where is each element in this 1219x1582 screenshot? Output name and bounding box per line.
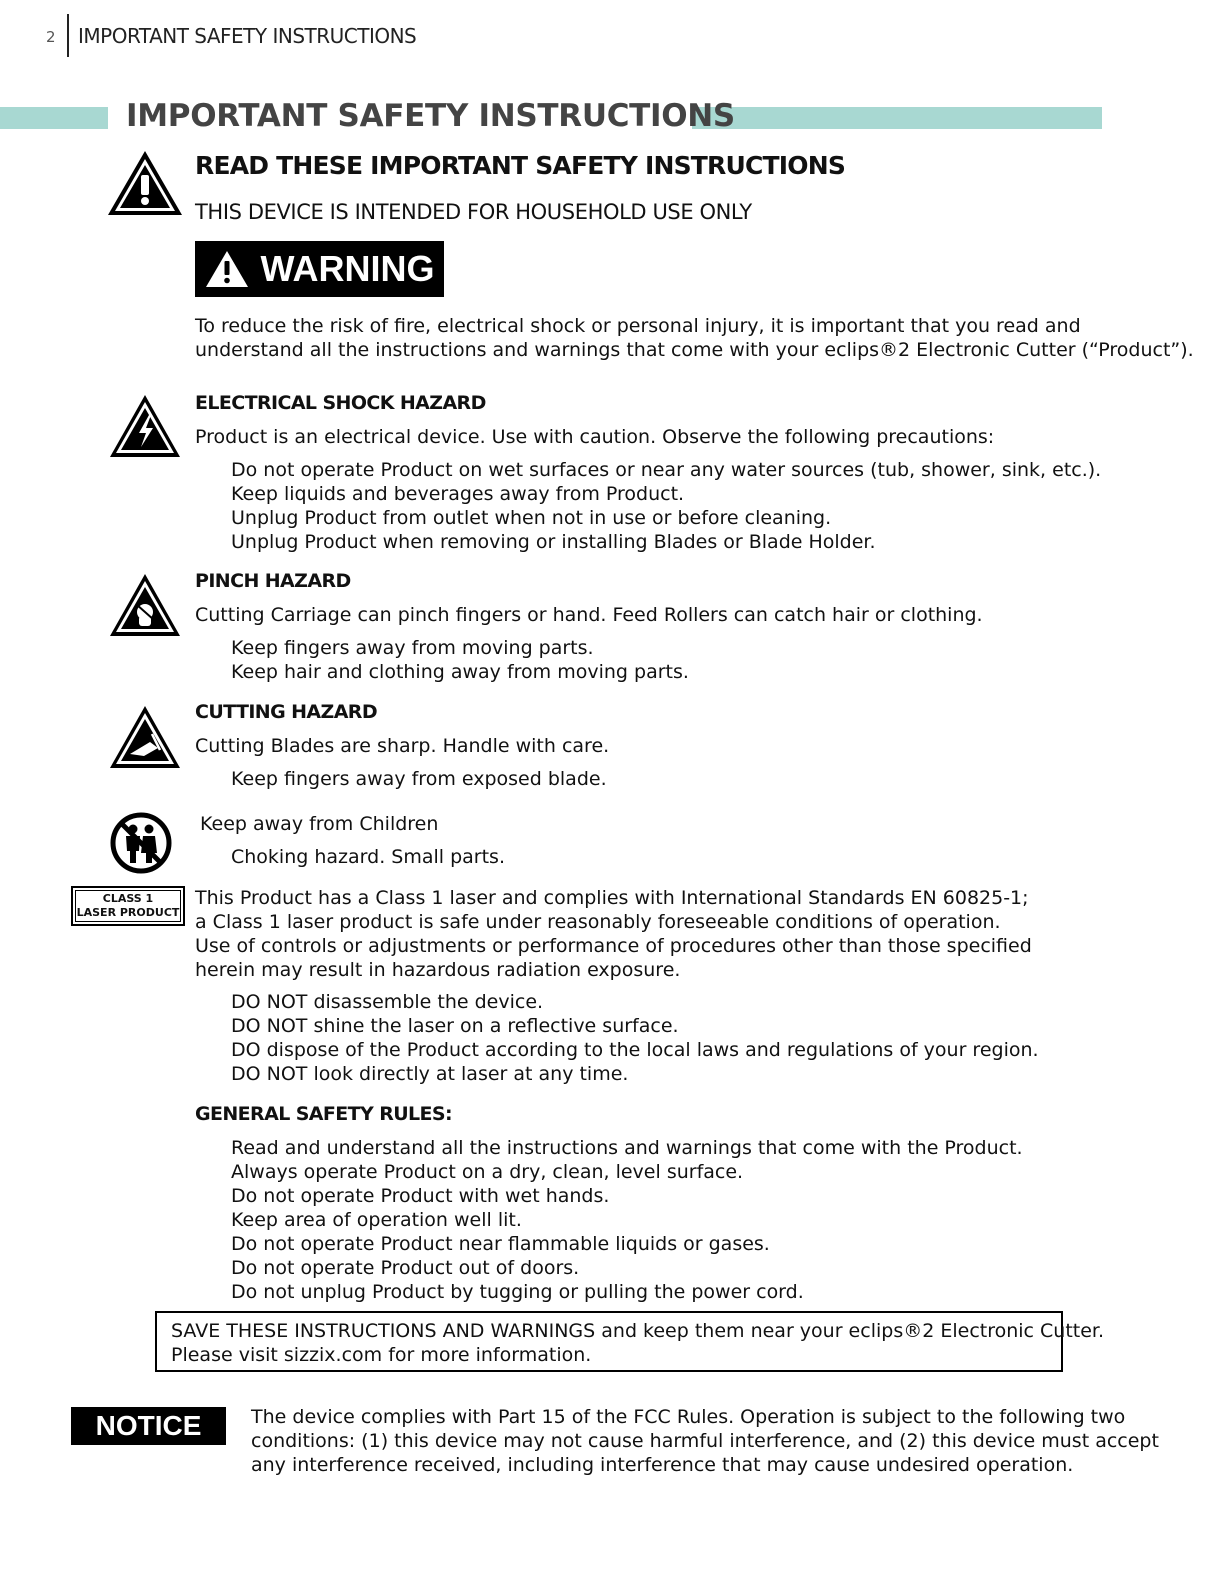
list-item: Unplug Product from outlet when not in use or before cleaning. xyxy=(231,507,832,529)
laser-list xyxy=(231,990,1039,1086)
list-item: DO NOT look directly at laser at any time. xyxy=(231,1063,629,1085)
pinch-list xyxy=(231,636,689,684)
cutting-hazard-icon xyxy=(108,704,182,770)
list-item: Keep fingers away from moving parts. xyxy=(231,637,594,659)
laser-line: herein may result in hazardous radiation exposure. xyxy=(195,959,681,981)
electrical-list xyxy=(231,458,1101,554)
list-item: DO NOT shine the laser on a reflective surface. xyxy=(231,1015,679,1037)
page-title: IMPORTANT SAFETY INSTRUCTIONS xyxy=(126,98,735,134)
save-line: SAVE THESE INSTRUCTIONS AND WARNINGS and keep them near your eclips®2 Electronic Cutter. xyxy=(171,1320,1105,1342)
title-band-left xyxy=(0,107,108,129)
cutting-lead: Cutting Blades are sharp. Handle with care. xyxy=(195,735,610,757)
list-item: Do not unplug Product by tugging or pulling the power cord. xyxy=(231,1281,804,1303)
notice-line: conditions: (1) this device may not cause harmful interference, and (2) this device must accept xyxy=(251,1430,1159,1452)
general-heading: GENERAL SAFETY RULES: xyxy=(195,1103,453,1125)
intro-line: To reduce the risk of fire, electrical shock or personal injury, it is important that you read and xyxy=(195,315,1081,337)
intro-paragraph xyxy=(195,314,1194,362)
list-item: DO NOT disassemble the device. xyxy=(231,991,544,1013)
intro-line: understand all the instructions and warnings that come with your eclips®2 Electronic Cutter (“Product”). xyxy=(195,339,1194,361)
general-list xyxy=(231,1136,1023,1304)
list-item: Always operate Product on a dry, clean, level surface. xyxy=(231,1161,744,1183)
electrical-lead: Product is an electrical device. Use with caution. Observe the following precautions: xyxy=(195,426,995,448)
page-number: 2 xyxy=(46,28,56,46)
warning-badge xyxy=(195,241,444,297)
laser-class-label xyxy=(71,886,185,926)
list-item: Do not operate Product on wet surfaces or near any water sources (tub, shower, sink, etc.). xyxy=(231,459,1102,481)
laser-paragraph xyxy=(195,886,1032,982)
save-line: Please visit sizzix.com for more information. xyxy=(171,1344,592,1366)
laser-line: a Class 1 laser product is safe under reasonably foreseeable conditions of operation. xyxy=(195,911,1001,933)
warning-label: WARNING xyxy=(260,248,435,289)
notice-line: any interference received, including interference that may cause undesired operation. xyxy=(251,1454,1074,1476)
cutting-list xyxy=(231,767,607,791)
list-item: Read and understand all the instructions and warnings that come with the Product. xyxy=(231,1137,1023,1159)
list-item: Do not operate Product with wet hands. xyxy=(231,1185,610,1207)
save-instructions-box xyxy=(155,1311,1105,1372)
pinch-hazard-icon xyxy=(108,572,182,638)
warning-triangle-icon xyxy=(205,250,249,288)
general-warning-icon xyxy=(106,149,184,217)
list-item: Choking hazard. Small parts. xyxy=(231,846,505,868)
list-item: Keep area of operation well lit. xyxy=(231,1209,522,1231)
laser-line: Use of controls or adjustments or performance of procedures other than those specified xyxy=(195,935,1032,957)
keep-away-children-icon xyxy=(109,811,173,875)
notice-line: The device complies with Part 15 of the FCC Rules. Operation is subject to the following two xyxy=(251,1406,1126,1428)
laser-label-line: CLASS 1 xyxy=(102,892,154,905)
notice-badge: NOTICE xyxy=(71,1407,226,1445)
electrical-shock-icon xyxy=(108,393,182,459)
list-item: Unplug Product when removing or installing Blades or Blade Holder. xyxy=(231,531,876,553)
header-divider xyxy=(67,14,69,57)
list-item: Keep liquids and beverages away from Product. xyxy=(231,483,685,505)
cutting-heading: CUTTING HAZARD xyxy=(195,701,377,723)
read-instructions-heading: READ THESE IMPORTANT SAFETY INSTRUCTIONS xyxy=(195,151,846,180)
running-title: IMPORTANT SAFETY INSTRUCTIONS xyxy=(78,24,417,48)
pinch-heading: PINCH HAZARD xyxy=(195,570,351,592)
list-item: DO dispose of the Product according to the local laws and regulations of your region. xyxy=(231,1039,1039,1061)
title-band-right xyxy=(692,107,1102,129)
household-use-line: THIS DEVICE IS INTENDED FOR HOUSEHOLD USE ONLY xyxy=(195,200,752,224)
laser-label-line: LASER PRODUCT xyxy=(76,906,180,919)
children-lead: Keep away from Children xyxy=(200,813,439,835)
pinch-lead: Cutting Carriage can pinch fingers or hand. Feed Rollers can catch hair or clothing. xyxy=(195,604,983,626)
list-item: Keep fingers away from exposed blade. xyxy=(231,768,607,790)
list-item: Do not operate Product near flammable liquids or gases. xyxy=(231,1233,770,1255)
fcc-notice-paragraph xyxy=(251,1405,1159,1477)
list-item: Keep hair and clothing away from moving parts. xyxy=(231,661,689,683)
children-list xyxy=(231,845,505,869)
list-item: Do not operate Product out of doors. xyxy=(231,1257,580,1279)
laser-line: This Product has a Class 1 laser and complies with International Standards EN 60825-1; xyxy=(195,887,1029,909)
electrical-heading: ELECTRICAL SHOCK HAZARD xyxy=(195,392,486,414)
